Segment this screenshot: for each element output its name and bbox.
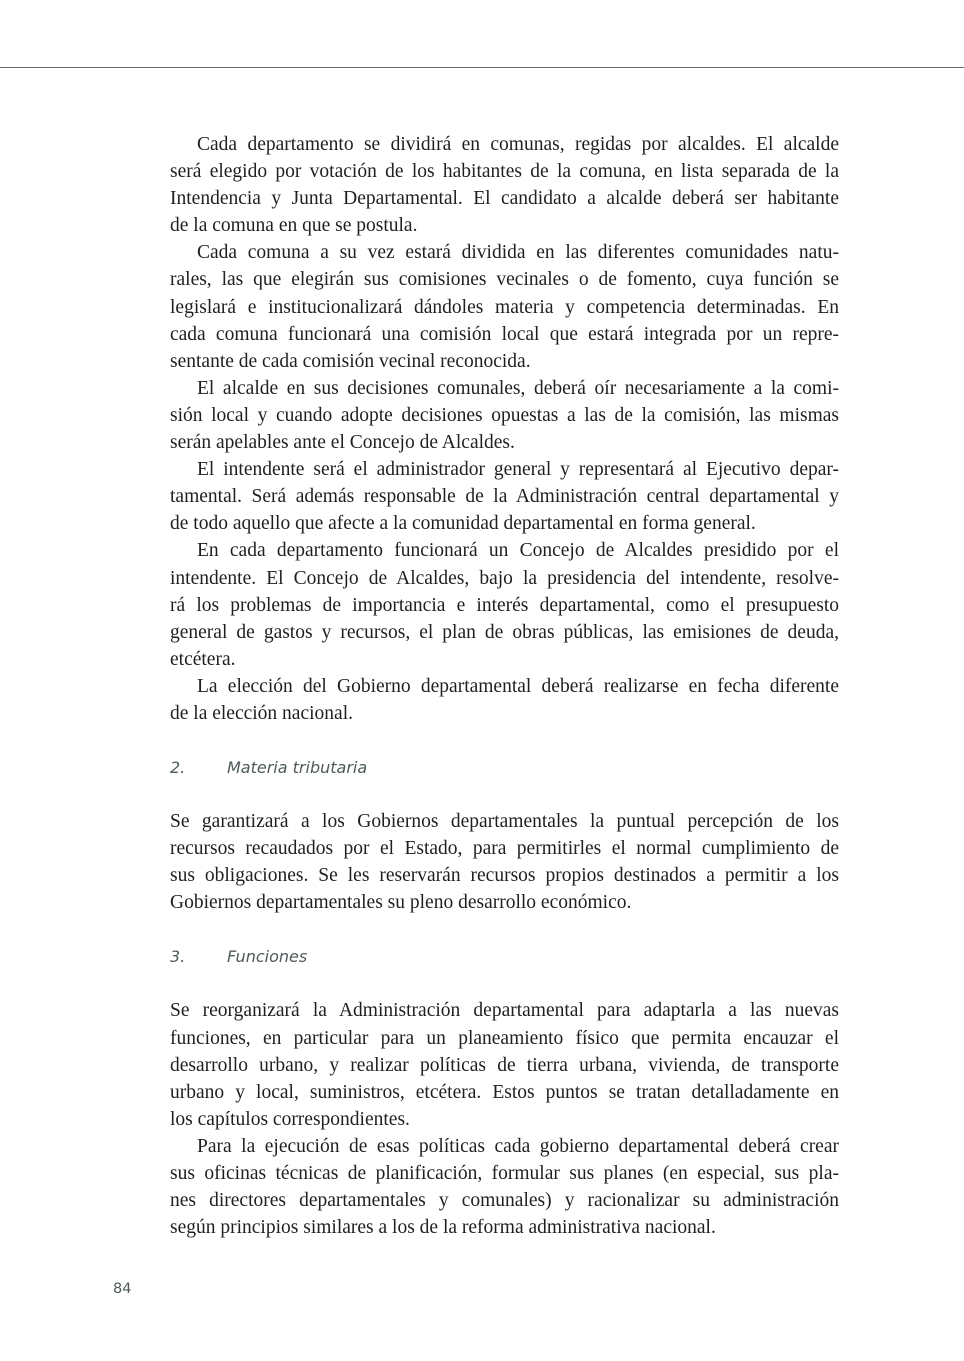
text-line: En cada departamento funcionará un Concejo de Alcaldes presidido por el	[197, 540, 839, 562]
text-line: etcétera.	[170, 648, 236, 670]
page-body	[170, 131, 839, 1241]
text-line: de la elección nacional.	[170, 702, 353, 724]
text-line: intendente. El Concejo de Alcaldes, bajo la presidencia del intendente, resolve-	[170, 567, 839, 589]
text-line: cada comuna funcionará una comisión local que estará integrada por un repre-	[170, 323, 839, 345]
section-number: 3.	[170, 947, 186, 967]
section-number: 2.	[170, 758, 186, 778]
text-line: sión local y cuando adopte decisiones opuestas a las de la comisión, las mismas	[170, 404, 839, 426]
text-line: Se garantizará a los Gobiernos departamentales la puntual percepción de los	[170, 811, 839, 833]
paragraph	[170, 375, 839, 456]
text-line: desarrollo urbano, y realizar políticas de tierra urbana, vivienda, de transporte	[170, 1054, 839, 1076]
text-line: Cada comuna a su vez estará dividida en las diferentes comunidades natu-	[197, 242, 839, 264]
page-number: 84	[113, 1281, 132, 1297]
section-title: Materia tributaria	[227, 758, 368, 778]
text-line: los capítulos correspondientes.	[170, 1108, 410, 1130]
text-line: El intendente será el administrador general y representará al Ejecutivo depar-	[197, 459, 839, 481]
text-line: legislará e institucionalizará dándoles materia y competencia determinadas. En	[170, 296, 839, 318]
text-line: La elección del Gobierno departamental deberá realizarse en fecha diferente	[197, 675, 839, 697]
text-line: Gobiernos departamentales su pleno desarrollo económico.	[170, 892, 632, 914]
section-heading	[170, 943, 839, 970]
text-line: recursos recaudados por el Estado, para permitirles el normal cumplimiento de	[170, 838, 839, 860]
paragraph	[170, 1133, 839, 1241]
paragraph	[170, 673, 839, 727]
paragraph	[170, 808, 839, 916]
paragraph	[170, 131, 839, 239]
text-line: sus obligaciones. Se les reservarán recursos propios destinados a permitir a los	[170, 865, 839, 887]
paragraph	[170, 537, 839, 672]
text-line: será elegido por votación de los habitantes de la comuna, en lista separada de la	[170, 161, 839, 183]
paragraph	[170, 456, 839, 537]
text-line: rá los problemas de importancia e interés departamental, como el presupuesto	[170, 594, 839, 616]
text-line: Cada departamento se dividirá en comunas, regidas por alcaldes. El alcalde	[197, 134, 839, 155]
text-line: sus oficinas técnicas de planificación, formular sus planes (en especial, sus pla-	[170, 1163, 839, 1184]
header-rule	[0, 67, 964, 68]
text-line: funciones, en particular para un planeamiento físico que permita encauzar el	[170, 1027, 839, 1049]
paragraph	[170, 239, 839, 374]
text-line: rales, las que elegirán sus comisiones vecinales o de fomento, cuya función se	[170, 269, 839, 291]
text-line: Se reorganizará la Administración departamental para adaptarla a las nuevas	[170, 1000, 839, 1022]
text-line: sentante de cada comisión vecinal reconocida.	[170, 350, 531, 372]
text-line: general de gastos y recursos, el plan de obras públicas, las emisiones de deuda,	[170, 621, 839, 643]
section-heading	[170, 754, 839, 781]
text-line: de la comuna en que se postula.	[170, 215, 418, 237]
text-line: Para la ejecución de esas políticas cada gobierno departamental deberá crear	[197, 1135, 839, 1157]
text-line: Intendencia y Junta Departamental. El candidato a alcalde deberá ser habitante	[170, 188, 839, 210]
text-line: urbano y local, suministros, etcétera. Estos puntos se tratan detalladamente en	[170, 1081, 839, 1103]
text-line: nes directores departamentales y comunales) y racionalizar su administración	[170, 1190, 839, 1212]
text-line: tamental. Será además responsable de la Administración central departamental y	[170, 486, 839, 508]
text-line: El alcalde en sus decisiones comunales, deberá oír necesariamente a la comi-	[197, 377, 839, 399]
text-line: de todo aquello que afecte a la comunidad departamental en forma general.	[170, 513, 756, 535]
text-line: serán apelables ante el Concejo de Alcaldes.	[170, 432, 515, 454]
section-title: Funciones	[227, 947, 308, 967]
paragraph	[170, 997, 839, 1132]
text-line: según principios similares a los de la reforma administrativa nacional.	[170, 1217, 716, 1239]
